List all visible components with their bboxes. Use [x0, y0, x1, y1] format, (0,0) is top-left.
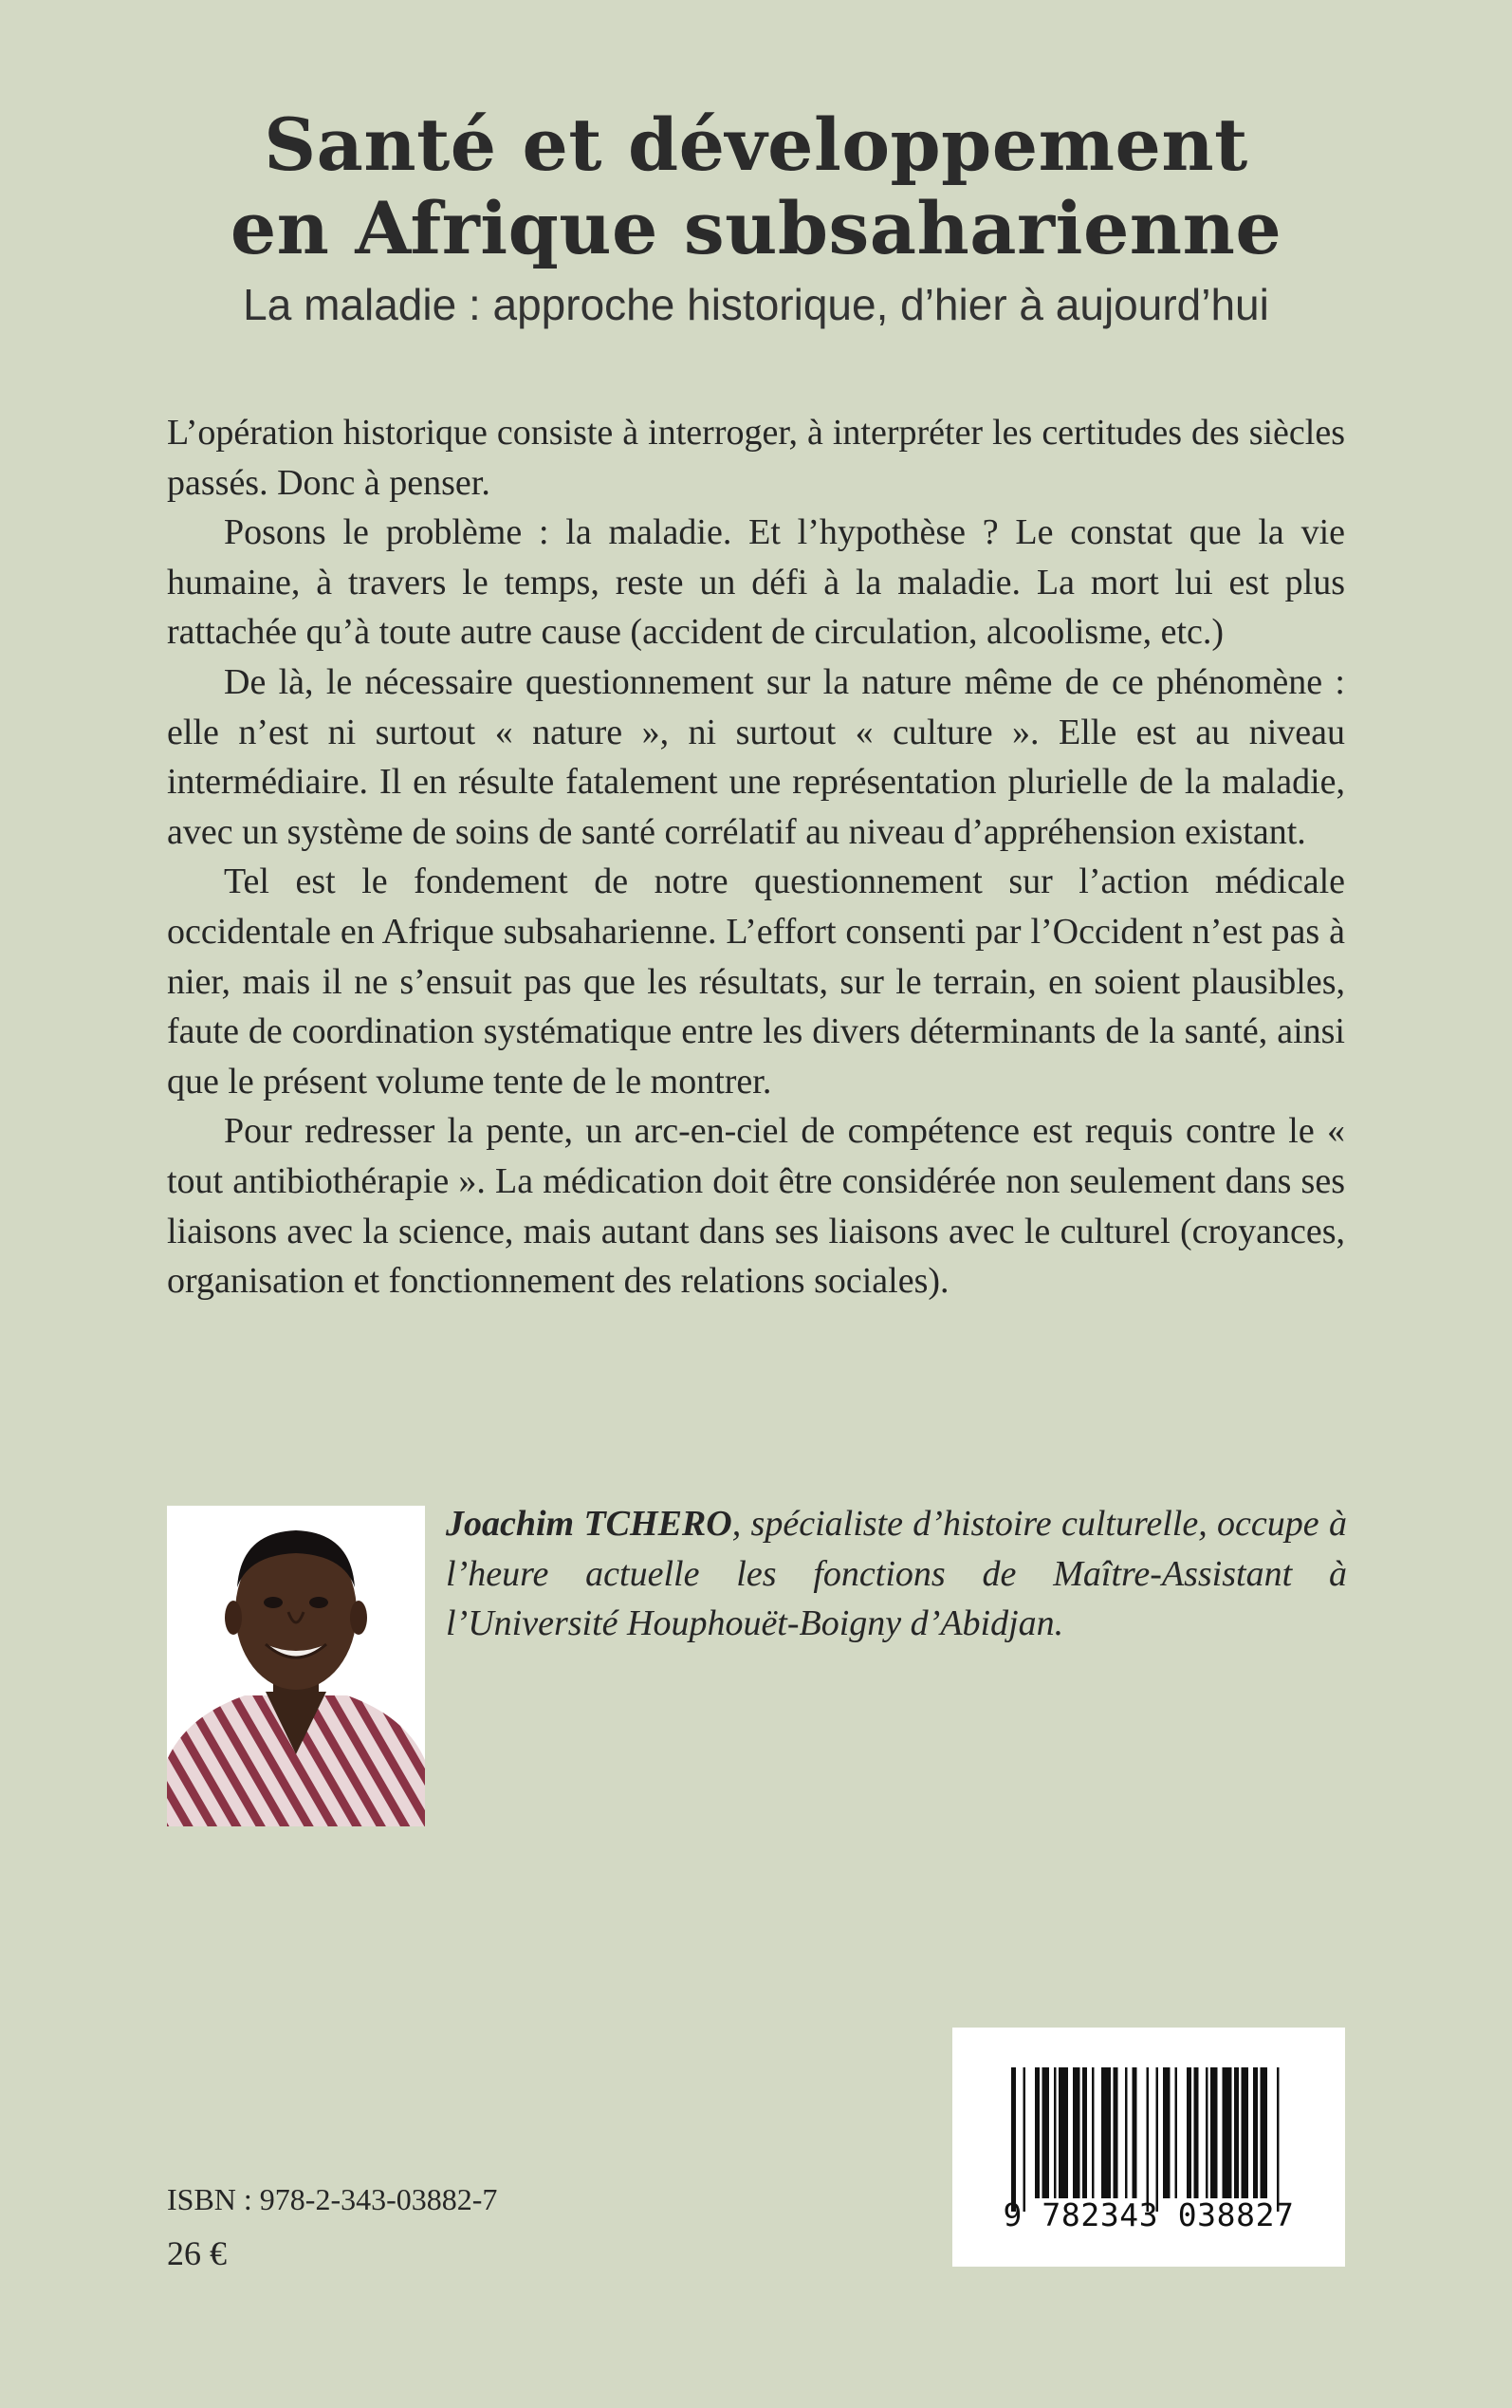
barcode-bar	[1147, 2067, 1150, 2212]
barcode-bar	[1011, 2067, 1016, 2212]
barcode-bar	[1125, 2067, 1128, 2198]
author-photo	[167, 1506, 425, 1826]
author-bio	[446, 1499, 1347, 1649]
barcode-bar	[1035, 2067, 1040, 2198]
blurb-paragraph-2: Posons le problème : la maladie. Et l’hypothèse ? Le constat que la vie humaine, à travers le temps, reste un défi à la maladie. La mort lui est plus rattachée qu’à toute autre cause (accident de circulation, alcoolisme, etc.)	[167, 512, 1345, 653]
barcode-bar	[1261, 2067, 1268, 2198]
barcode-bar	[1133, 2067, 1137, 2198]
barcode-bar	[1023, 2067, 1026, 2212]
barcode-bar	[1082, 2067, 1087, 2198]
book-subtitle: La maladie : approche historique, d’hier à aujourd’hui	[243, 280, 1269, 329]
author-description: , spécialiste d’histoire culturelle, occupe à l’heure actuelle les fonctions de Maître-Assistant à l’Université Houphouët-Boigny d’Abidjan.	[446, 1504, 1347, 1643]
barcode-bar	[1175, 2067, 1178, 2198]
barcode-bar	[1156, 2067, 1159, 2212]
isbn-text: ISBN : 978-2-343-03882-7	[167, 2182, 498, 2216]
barcode-bar	[1114, 2067, 1118, 2198]
blurb-paragraph-1: L’opération historique consiste à interroger, à interpréter les certitudes des siècles passés. Donc à penser.	[167, 413, 1345, 503]
barcode-bar	[1253, 2067, 1258, 2198]
barcode-bar	[1042, 2067, 1050, 2198]
book-title-line-2: en Afrique subsaharienne	[230, 186, 1282, 270]
blurb-paragraph-3: De là, le nécessaire questionnement sur la nature même de ce phénomène : elle n’est ni surtout « nature », ni surtout « culture ». Elle est au niveau intermédiaire. Il en résulte fatalement une représentation plurielle de la maladie, avec un système de soins de santé corrélatif au niveau d’appréhension existant.	[167, 661, 1345, 852]
barcode-bar	[1101, 2067, 1111, 2198]
barcode-bar	[1234, 2067, 1239, 2198]
author-portrait-illustration	[167, 1506, 425, 1826]
barcode-bar	[1210, 2067, 1218, 2198]
blurb-text	[167, 408, 1345, 1306]
blurb-paragraph-5: Pour redresser la pente, un arc-en-ciel de compétence est requis contre le « tout antibiothérapie ». La médication doit être considérée non seulement dans ses liaisons avec la science, mais autant dans ses liaisons avec le culturel (croyances, organisation et fonctionnement des relations sociales).	[167, 1111, 1345, 1302]
barcode-bar	[1223, 2067, 1232, 2198]
barcode-bar	[1054, 2067, 1057, 2198]
barcode	[952, 2028, 1345, 2267]
barcode-bar	[1277, 2067, 1280, 2212]
book-title-line-1: Santé et développement	[264, 102, 1248, 187]
barcode-bar	[1073, 2067, 1080, 2198]
barcode-bar	[1187, 2067, 1191, 2198]
barcode-digits: 9 782343 038827	[1003, 2196, 1295, 2233]
blurb-paragraph-4: Tel est le fondement de notre questionnement sur l’action médicale occidentale en Afrique subsaharienne. L’effort consenti par l’Occident n’est pas à nier, mais il ne s’ensuit pas que les résultats, sur le terrain, en soient plausibles, faute de coordination systématique entre les divers déterminants de la santé, ainsi que le présent volume tente de le montrer.	[167, 861, 1345, 1102]
barcode-bar	[1206, 2067, 1208, 2198]
author-name: Joachim TCHERO	[446, 1504, 732, 1544]
barcode-bar	[1163, 2067, 1171, 2198]
barcode-bar	[1092, 2067, 1095, 2198]
barcode-bar	[1194, 2067, 1199, 2198]
price-text: 26 €	[167, 2234, 227, 2272]
barcode-bar	[1059, 2067, 1068, 2198]
barcode-bar	[1242, 2067, 1249, 2198]
